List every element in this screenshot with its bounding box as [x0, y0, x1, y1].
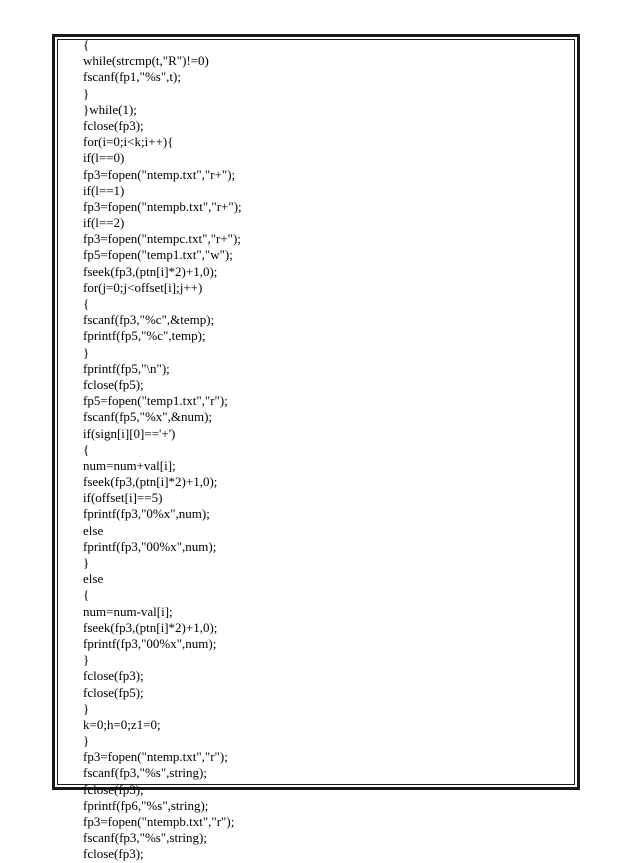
code-line: fseek(fp3,(ptn[i]*2)+1,0);: [83, 263, 218, 279]
code-line: }: [83, 344, 90, 360]
code-line: fprintf(fp5,"\n");: [83, 360, 170, 376]
code-line: }: [83, 85, 90, 101]
code-line: }: [83, 652, 90, 668]
code-line: fclose(fp3);: [83, 846, 144, 862]
code-line: if(l==2): [83, 215, 125, 231]
code-line: fscanf(fp3,"%s",string);: [83, 765, 207, 781]
code-line: for(i=0;i<k;i++){: [83, 134, 174, 150]
code-line: fscanf(fp1,"%s",t);: [83, 69, 181, 85]
code-line: }: [83, 733, 90, 749]
code-line: fprintf(fp3,"00%x",num);: [83, 635, 217, 651]
code-line: if(l==1): [83, 182, 125, 198]
code-line: while(strcmp(t,"R")!=0): [83, 53, 209, 69]
code-line: }while(1);: [83, 101, 137, 117]
code-line: fseek(fp3,(ptn[i]*2)+1,0);: [83, 619, 218, 635]
code-line: fclose(fp3);: [83, 668, 144, 684]
code-line: {: [83, 587, 90, 603]
code-line: if(sign[i][0]=='+'): [83, 425, 176, 441]
code-line: {: [83, 296, 90, 311]
code-line: {: [83, 37, 90, 52]
code-line: else: [83, 571, 104, 587]
code-line: fscanf(fp5,"%x",&num);: [83, 409, 213, 425]
code-line: fprintf(fp3,"00%x",num);: [83, 538, 217, 554]
code-line: fp3=fopen("ntemp.txt","r");: [83, 749, 228, 765]
code-line: fp3=fopen("ntemp.txt","r+");: [83, 166, 236, 182]
code-line: fprintf(fp5,"%c",temp);: [83, 328, 206, 344]
code-line: fprintf(fp3,"0%x",num);: [83, 506, 210, 522]
code-line: }: [83, 555, 90, 570]
code-line: num=num-val[i];: [83, 603, 173, 619]
code-line: fclose(fp3);: [83, 781, 144, 797]
code-line: fprintf(fp6,"%s",string);: [83, 797, 209, 813]
code-line: fclose(fp5);: [83, 376, 144, 392]
code-line: {: [83, 441, 90, 457]
code-line: fclose(fp3);: [83, 117, 144, 133]
code-line: }: [83, 700, 90, 716]
code-line: fp3=fopen("ntempb.txt","r+");: [83, 198, 242, 214]
code-line: fp3=fopen("ntempb.txt","r");: [83, 814, 235, 829]
code-line: fp5=fopen("temp1.txt","w");: [83, 247, 233, 263]
code-line: for(j=0;j<offset[i];j++): [83, 279, 203, 295]
code-line: if(offset[i]==5): [83, 490, 163, 506]
code-line: fclose(fp5);: [83, 684, 144, 700]
code-line: fscanf(fp3,"%c",&temp);: [83, 312, 215, 328]
code-line: fseek(fp3,(ptn[i]*2)+1,0);: [83, 474, 218, 490]
code-line: if(l==0): [83, 150, 125, 166]
code-line: num=num+val[i];: [83, 457, 176, 473]
code-line: fscanf(fp3,"%s",string);: [83, 830, 207, 846]
code-line: else: [83, 522, 104, 538]
code-listing: [83, 37, 242, 863]
code-line: fp3=fopen("ntempc.txt","r+");: [83, 231, 241, 247]
code-line: fp5=fopen("temp1.txt","r");: [83, 393, 228, 409]
code-line: k=0;h=0;z1=0;: [83, 716, 161, 732]
